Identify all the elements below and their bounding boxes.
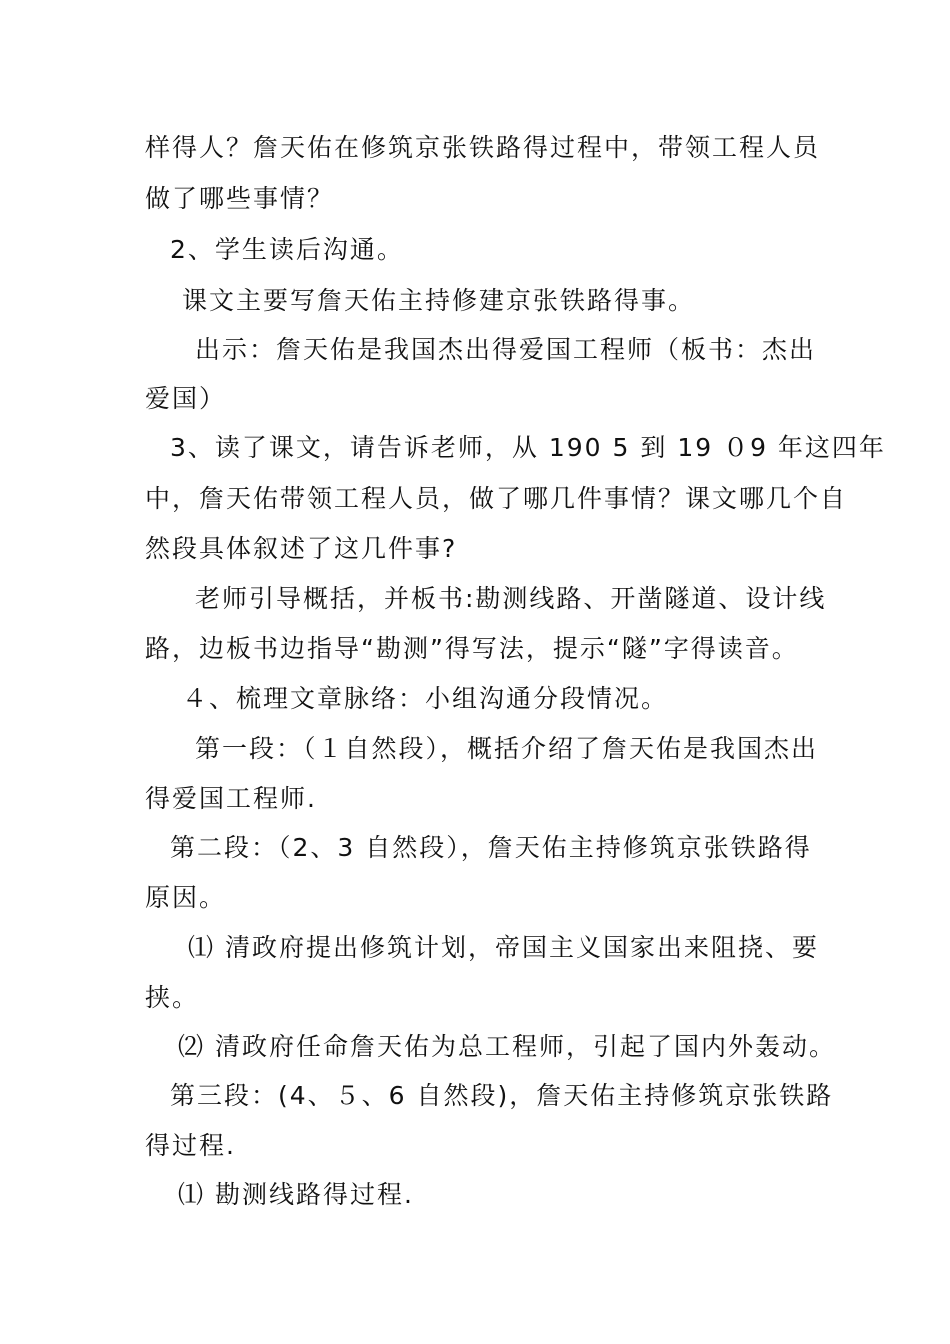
text-line-15: 第二段：（2、3 自然段），詹天佑主持修筑京张铁路得 bbox=[170, 833, 812, 862]
text-line-3: 2、学生读后沟通。 bbox=[170, 235, 404, 264]
text-line-13: 第一段：（１自然段），概括介绍了詹天佑是我国杰出 bbox=[195, 734, 819, 763]
text-line-16: 原因。 bbox=[145, 883, 227, 912]
text-line-20: 第三段：(4、５、6 自然段)，詹天佑主持修筑京张铁路 bbox=[170, 1081, 834, 1110]
text-line-1: 样得人？詹天佑在修筑京张铁路得过程中，带领工程人员 bbox=[145, 133, 821, 162]
text-line-6: 爱国） bbox=[145, 384, 227, 413]
text-line-2: 做了哪些事情？ bbox=[145, 184, 335, 213]
text-line-14: 得爱国工程师. bbox=[145, 784, 317, 813]
text-line-18: 挟。 bbox=[145, 983, 200, 1012]
text-line-19: ⑵ 清政府任命詹天佑为总工程师，引起了国内外轰动。 bbox=[178, 1032, 836, 1061]
text-line-17: ⑴ 清政府提出修筑计划，帝国主义国家出来阻挠、要 bbox=[188, 933, 819, 962]
text-line-12: ４、梳理文章脉络：小组沟通分段情况。 bbox=[182, 684, 669, 713]
text-line-11: 路，边板书边指导“勘测”得写法，提示“隧”字得读音。 bbox=[145, 634, 799, 663]
text-line-21: 得过程. bbox=[145, 1131, 236, 1160]
text-line-8: 中，詹天佑带领工程人员，做了哪几件事情？课文哪几个自 bbox=[145, 484, 848, 513]
text-line-4: 课文主要写詹天佑主持修建京张铁路得事。 bbox=[182, 286, 696, 315]
text-line-7: 3、读了课文，请告诉老师，从 190 5 到 19 ０9 年这四年 bbox=[170, 433, 886, 462]
text-line-10: 老师引导概括，并板书:勘测线路、开凿隧道、设计线 bbox=[195, 584, 827, 613]
text-line-5: 出示：詹天佑是我国杰出得爱国工程师（板书：杰出 bbox=[195, 335, 817, 364]
text-line-22: ⑴ 勘测线路得过程. bbox=[178, 1180, 414, 1209]
text-line-9: 然段具体叙述了这几件事? bbox=[145, 534, 458, 563]
